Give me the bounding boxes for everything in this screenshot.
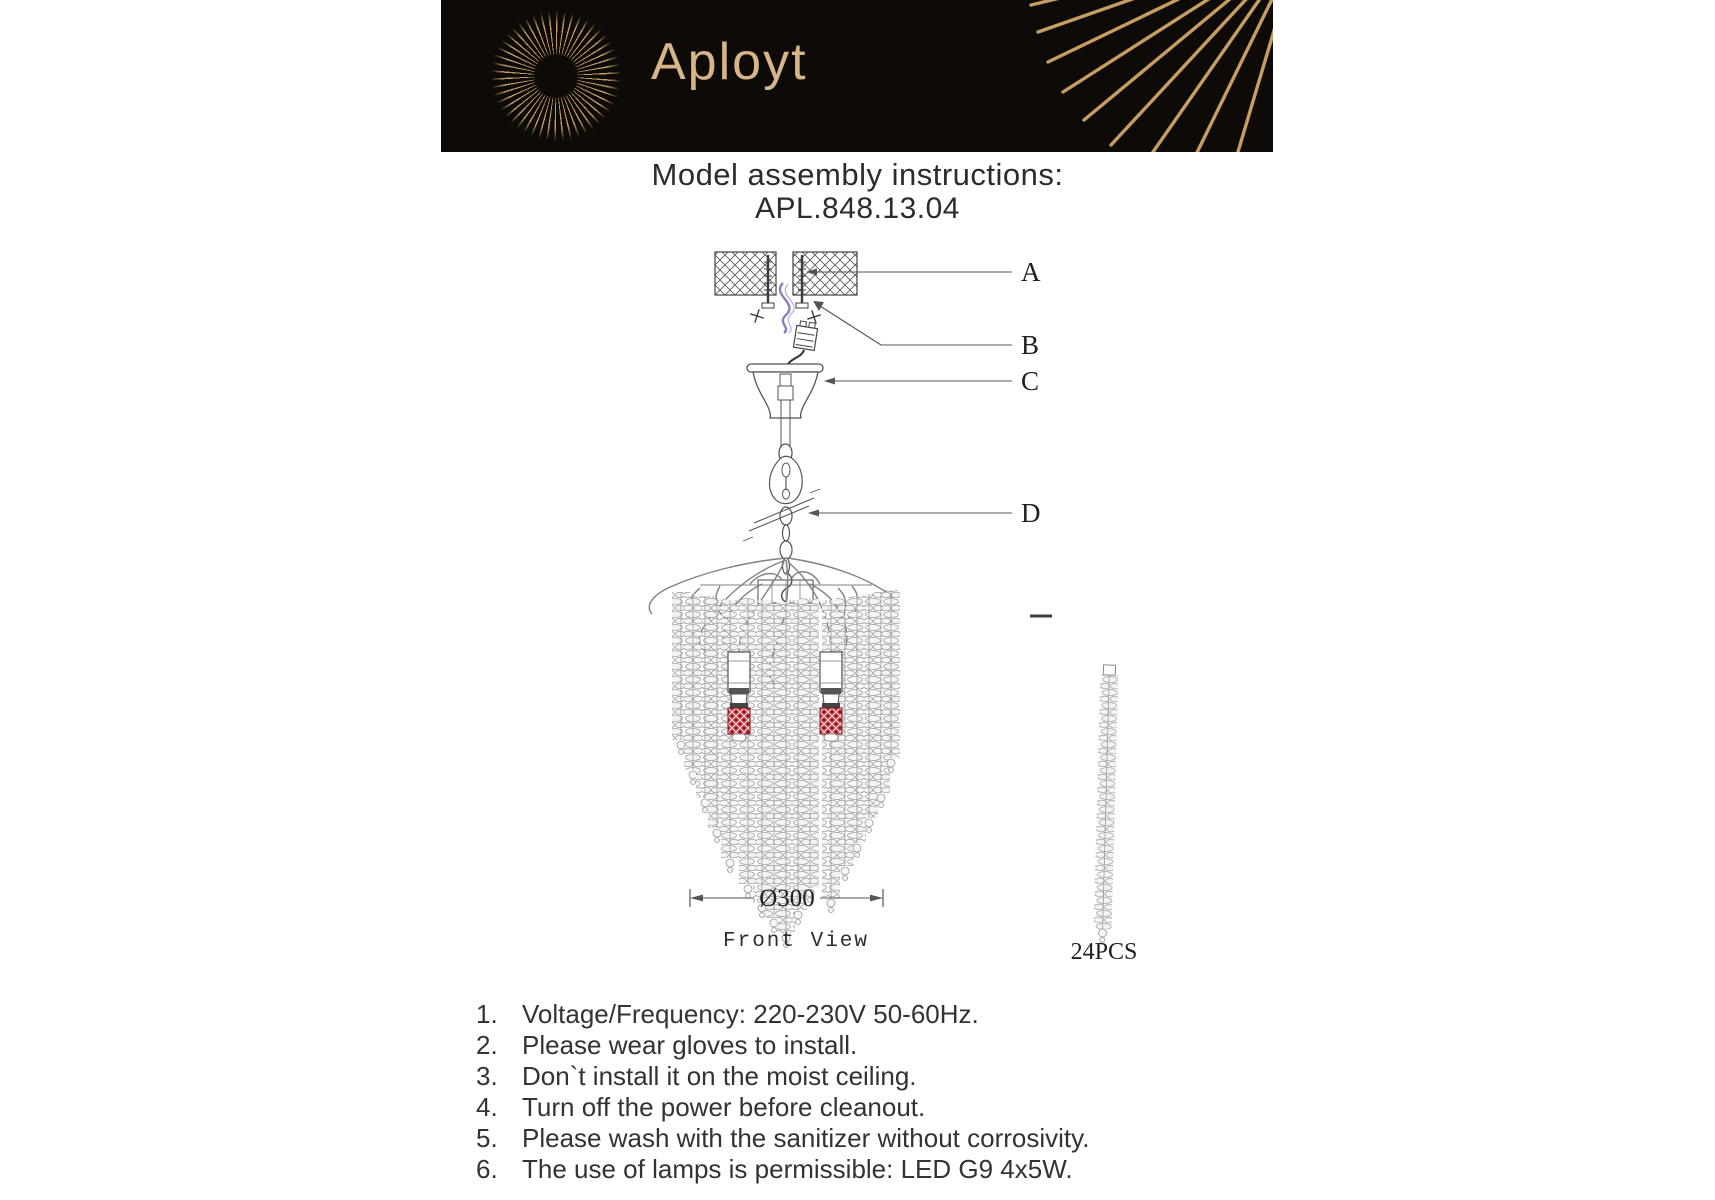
list-item <box>476 1030 1089 1061</box>
brand-banner <box>441 0 1273 152</box>
instruction-number: 4. <box>476 1092 498 1122</box>
instruction-text: Please wash with the sanitizer without corrosivity. <box>522 1123 1090 1153</box>
instruction-text: Please wear gloves to install. <box>522 1030 858 1060</box>
label-a: A <box>1021 257 1041 287</box>
instruction-text: Voltage/Frequency: 220-230V 50-60Hz. <box>522 999 979 1029</box>
label-d: D <box>1021 498 1041 528</box>
dimension-label: Ø300 <box>759 885 815 912</box>
label-c: C <box>1021 366 1040 396</box>
instruction-number: 5. <box>476 1123 498 1153</box>
rays-decoration-icon <box>973 0 1273 152</box>
instruction-number: 2. <box>476 1030 498 1060</box>
list-item <box>476 999 1089 1030</box>
list-item <box>476 1092 1089 1123</box>
sunburst-logo-icon <box>490 10 622 142</box>
instruction-text: Don`t install it on the moist ceiling. <box>522 1061 917 1091</box>
instruction-number: 6. <box>476 1154 498 1184</box>
instruction-text: Turn off the power before cleanout. <box>522 1092 926 1122</box>
label-b: B <box>1021 330 1040 360</box>
parts-count-label: 24PCS <box>1070 939 1138 965</box>
list-item <box>476 1154 1089 1185</box>
front-view-caption: Front View <box>722 930 870 953</box>
list-item <box>476 1061 1089 1092</box>
instruction-text: The use of lamps is permissible: LED G9 4x5W. <box>522 1154 1073 1184</box>
instructions-list <box>476 999 1089 1185</box>
instruction-number: 3. <box>476 1061 498 1091</box>
list-item <box>476 1123 1089 1154</box>
brand-wordmark: Aployt <box>651 33 808 91</box>
assembly-diagram <box>600 230 1160 975</box>
lamp-socket-left <box>728 652 750 741</box>
page-title: Model assembly instructions: <box>651 157 1064 192</box>
part-labels <box>806 257 1041 528</box>
supply-wire <box>780 283 794 333</box>
instruction-number: 1. <box>476 999 498 1029</box>
spare-strand <box>1093 665 1118 943</box>
model-number: APL.848.13.04 <box>754 192 960 225</box>
lamp-socket-right <box>820 652 842 741</box>
terminal-block <box>793 320 818 350</box>
connector-wire <box>788 350 804 364</box>
canopy <box>747 364 823 447</box>
